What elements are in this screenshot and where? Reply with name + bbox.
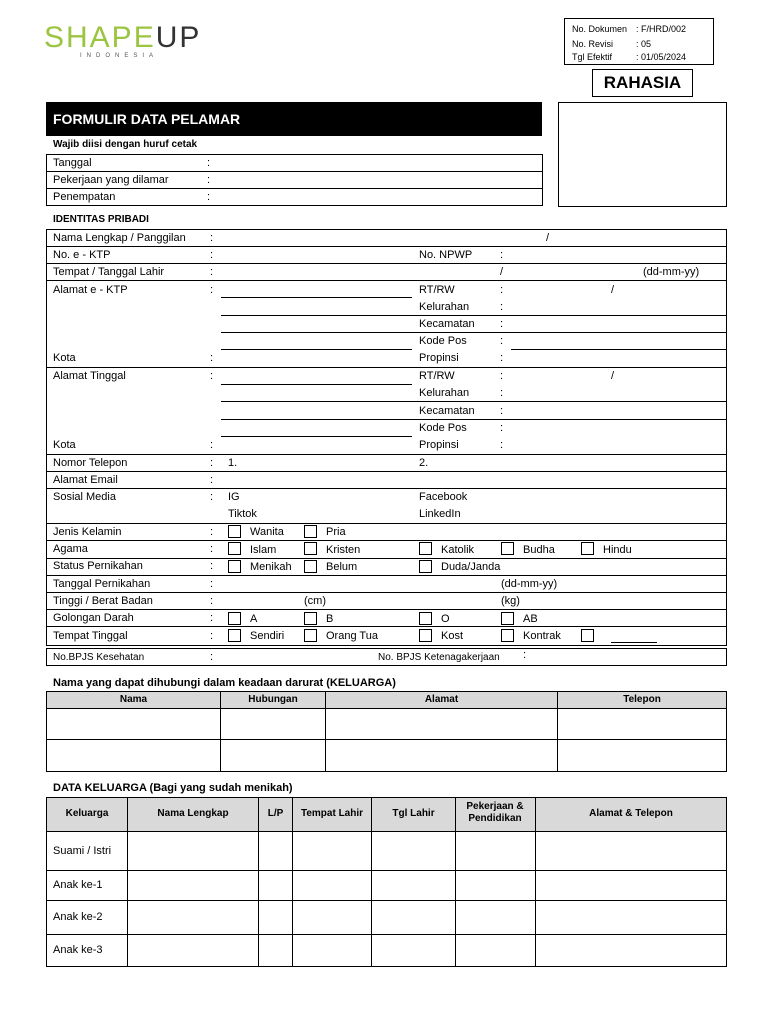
label-bpjs-ketenagakerjaan: No. BPJS Ketenagakerjaan: [378, 652, 500, 663]
date-format-hint-nikah: (dd-mm-yy): [501, 578, 558, 590]
option-wanita: Wanita: [250, 526, 284, 538]
label-kecamatan-ktp: Kecamatan: [419, 318, 475, 330]
option-kristen: Kristen: [326, 544, 361, 556]
lainnya-blank[interactable]: [611, 642, 657, 643]
emergency-title: Nama yang dapat dihubungi dalam keadaan darurat (KELUARGA): [53, 677, 396, 689]
label-nama-lengkap: Nama Lengkap / Panggilan: [53, 232, 186, 244]
family-header-tempat-lahir: Tempat Lahir: [300, 808, 364, 819]
checkbox-katolik[interactable]: [419, 542, 432, 555]
checkbox-hindu[interactable]: [581, 542, 594, 555]
family-header-keluarga: Keluarga: [65, 808, 109, 819]
checkbox-kost[interactable]: [419, 629, 432, 642]
checkbox-wanita[interactable]: [228, 525, 241, 538]
option-duda-janda: Duda/Janda: [441, 561, 501, 573]
field-pekerjaan: Pekerjaan yang dilamar: [53, 174, 169, 186]
checkbox-orang-tua[interactable]: [304, 629, 317, 642]
option-hindu: Hindu: [603, 544, 632, 556]
checkbox-lainnya[interactable]: [581, 629, 594, 642]
family-header-tgl-lahir: Tgl Lahir: [392, 808, 435, 819]
label-alamat-tinggal: Alamat Tinggal: [53, 370, 126, 382]
label-kelurahan-tinggal: Kelurahan: [419, 387, 470, 399]
checkbox-islam[interactable]: [228, 542, 241, 555]
logo-brand: SHAPEUP: [44, 21, 202, 54]
sosmed-linkedin: LinkedIn: [419, 508, 461, 520]
checkbox-kontrak[interactable]: [501, 629, 514, 642]
label-status-pernikahan: Status Pernikahan: [53, 560, 143, 572]
option-kontrak: Kontrak: [523, 630, 561, 642]
field-penempatan: Penempatan: [53, 191, 116, 203]
unit-kg: (kg): [501, 595, 520, 607]
option-orang-tua: Orang Tua: [326, 630, 378, 642]
label-npwp: No. NPWP: [419, 249, 473, 261]
no-revisi-label: No. Revisi: [572, 39, 614, 49]
label-kodepos-ktp: Kode Pos: [419, 335, 467, 347]
label-ektp: No. e - KTP: [53, 249, 111, 261]
family-row-anak-3: Anak ke-3: [53, 944, 103, 956]
option-belum: Belum: [326, 561, 358, 573]
checkbox-goldar-o[interactable]: [419, 612, 432, 625]
sosmed-ig: IG: [228, 491, 240, 503]
checkbox-kristen[interactable]: [304, 542, 317, 555]
confidential-stamp: [592, 69, 693, 97]
form-title: FORMULIR DATA PELAMAR: [53, 111, 241, 127]
label-tanggal-pernikahan: Tanggal Pernikahan: [53, 578, 151, 590]
label-kota-tinggal: Kota: [53, 439, 76, 451]
option-budha: Budha: [523, 544, 555, 556]
option-katolik: Katolik: [441, 544, 475, 556]
unit-cm: (cm): [304, 595, 326, 607]
field-tanggal: Tanggal: [53, 157, 92, 169]
option-kost: Kost: [441, 630, 464, 642]
label-kelurahan-ktp: Kelurahan: [419, 301, 470, 313]
telepon-1: 1.: [228, 457, 238, 469]
option-goldar-o: O: [441, 613, 450, 625]
option-islam: Islam: [250, 544, 277, 556]
family-row-anak-2: Anak ke-2: [53, 911, 103, 923]
checkbox-pria[interactable]: [304, 525, 317, 538]
label-tempat-tinggal: Tempat Tinggal: [53, 630, 128, 642]
tgl-efektif-label: Tgl Efektif: [572, 52, 613, 62]
family-row-suami-istri: Suami / Istri: [53, 845, 112, 857]
form-title-bar: [46, 102, 542, 136]
checkbox-budha[interactable]: [501, 542, 514, 555]
sosmed-tiktok: Tiktok: [228, 508, 257, 520]
checkbox-duda-janda[interactable]: [419, 560, 432, 573]
label-ttl: Tempat / Tanggal Lahir: [53, 266, 165, 278]
checkbox-menikah[interactable]: [228, 560, 241, 573]
checkbox-goldar-ab[interactable]: [501, 612, 514, 625]
date-format-hint: (dd-mm-yy): [643, 266, 700, 278]
logo: [44, 22, 224, 64]
option-goldar-ab: AB: [523, 613, 538, 625]
emergency-header-hubungan: Hubungan: [248, 694, 298, 705]
family-header-pekerjaan: Pekerjaan & Pendidikan: [466, 801, 524, 824]
family-header-nama: Nama Lengkap: [157, 808, 229, 819]
section-identitas-title: IDENTITAS PRIBADI: [53, 214, 149, 225]
label-kecamatan-tinggal: Kecamatan: [419, 405, 475, 417]
emergency-header-nama: Nama: [119, 694, 148, 705]
instruction-text: Wajib diisi dengan huruf cetak: [53, 139, 198, 150]
label-alamat-ektp: Alamat e - KTP: [53, 284, 128, 296]
telepon-2: 2.: [419, 457, 429, 469]
checkbox-belum[interactable]: [304, 560, 317, 573]
label-jenis-kelamin: Jenis Kelamin: [53, 526, 122, 538]
family-header-lp: L/P: [267, 808, 284, 819]
label-agama: Agama: [53, 543, 88, 555]
label-bpjs-kesehatan: No.BPJS Kesehatan: [53, 652, 145, 663]
option-sendiri: Sendiri: [250, 630, 285, 642]
family-row-anak-1: Anak ke-1: [53, 879, 103, 891]
option-goldar-a: A: [250, 613, 258, 625]
checkbox-goldar-b[interactable]: [304, 612, 317, 625]
family-title: DATA KELUARGA (Bagi yang sudah menikah): [53, 782, 293, 794]
label-tinggi-berat: Tinggi / Berat Badan: [53, 595, 153, 607]
sosmed-facebook: Facebook: [419, 491, 468, 503]
label-propinsi-ktp: Propinsi: [419, 352, 459, 364]
family-header-alamat-telepon: Alamat & Telepon: [589, 808, 673, 819]
label-rtrw-ktp: RT/RW: [419, 284, 455, 296]
logo-subtitle: INDONESIA: [80, 53, 159, 59]
option-goldar-b: B: [326, 613, 334, 625]
option-pria: Pria: [326, 526, 346, 538]
label-kodepos-tinggal: Kode Pos: [419, 422, 467, 434]
label-email: Alamat Email: [53, 474, 118, 486]
emergency-header-telepon: Telepon: [623, 694, 661, 705]
tgl-efektif-value: : 01/05/2024: [636, 52, 687, 62]
label-rtrw-tinggal: RT/RW: [419, 370, 455, 382]
label-kota-ktp: Kota: [53, 352, 76, 364]
checkbox-goldar-a[interactable]: [228, 612, 241, 625]
photo-box[interactable]: [558, 102, 727, 207]
no-dokumen-label: No. Dokumen: [572, 24, 628, 34]
emergency-header-alamat: Alamat: [424, 694, 459, 705]
no-revisi-value: : 05: [636, 39, 652, 49]
checkbox-sendiri[interactable]: [228, 629, 241, 642]
label-sosmed: Sosial Media: [53, 491, 116, 503]
confidential-text: RAHASIA: [603, 73, 682, 92]
no-dokumen-value: : F/HRD/002: [636, 24, 687, 34]
label-telepon: Nomor Telepon: [53, 457, 128, 469]
label-propinsi-tinggal: Propinsi: [419, 439, 459, 451]
label-golongan-darah: Golongan Darah: [53, 612, 134, 624]
option-menikah: Menikah: [250, 561, 292, 573]
